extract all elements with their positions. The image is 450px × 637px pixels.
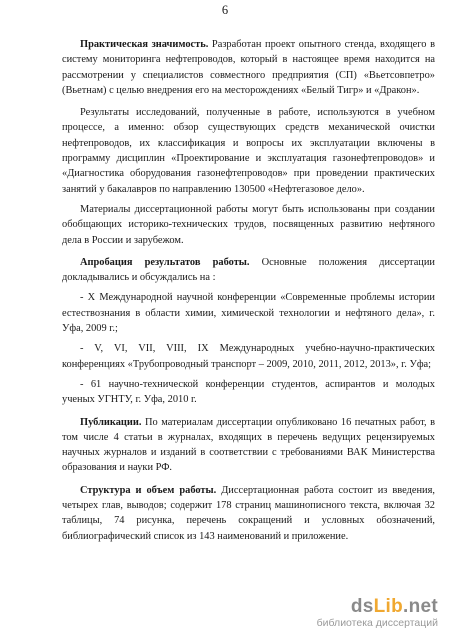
paragraph-materials	[62, 202, 435, 248]
paragraph-text: Материалы диссертационной работы могут быть использованы при создании обобщающих историко-технических трудов, посвященных развитию нефтяного дела в России и зарубежом.	[62, 203, 435, 246]
paragraph-heading: Структура и объем работы.	[80, 484, 217, 496]
dslib-subtitle: библиотека диссертаций	[316, 617, 438, 629]
paragraph-research-results	[62, 105, 435, 197]
paragraph-text: - V, VI, VII, VIII, IX Международных учебно-научно-практических конференциях «Трубопроводный транспорт – 2009, 2010, 2011, 2012, 2013», г. Уфа;	[62, 343, 435, 370]
paragraph-text: Результаты исследований, полученные в работе, используются в учебном процессе, а именно: обзор существующих средств механической очистки нефтепроводов, их классификация и вопросы их эксплуатации включены в программу дисциплин «Проектирование и эксплуатация газонефтепроводов» и «Диагностика оборудования газонефтепроводов» при проведении практических занятий у бакалавров по направлению 130500 «Нефтегазовое дело».	[62, 107, 435, 195]
paragraph-heading: Публикации.	[80, 416, 142, 428]
paragraph-approbation	[62, 255, 435, 286]
paragraph-heading: Практическая значимость.	[80, 39, 209, 50]
dslib-logo: dsLib.net	[350, 596, 438, 617]
paragraph-text: Основные положения диссертации докладывались и обсуждались на :	[62, 256, 435, 284]
list-item-conference-3	[62, 377, 435, 408]
document-body	[62, 37, 435, 544]
list-item-conference-2	[62, 341, 435, 372]
paragraph-publications	[62, 415, 435, 476]
dslib-watermark	[317, 597, 438, 629]
paragraph-text: Разработан проект опытного стенда, входящего в систему мониторинга нефтепроводов, который в настоящее время находится на рассмотрении у специалистов совместного предприятия (СП) «Вьетсовпетро» (Вьетнам) с целью внедрения его на месторождениях «Белый Тигр» и «Дракон».	[62, 39, 435, 96]
paragraph-text: - X Международной научной конференции «Современные проблемы истории естествознания в области химии, химической технологии и нефтяного дела», г. Уфа, 2009 г.;	[62, 292, 435, 335]
page-number: 6	[221, 3, 229, 17]
paragraph-text: Диссертационная работа состоит из введения, четырех глав, выводов; содержит 178 страниц машинописного текста, включая 32 таблицы, 74 рисунка, перечень сокращений и условных обозначений, библиографический список из 143 наименований и приложение.	[62, 484, 435, 542]
paragraph-text: По материалам диссертации опубликовано 16 печатных работ, в том числе 4 статьи в журналах, входящих в перечень ведущих рецензируемых научных журналов и изданий в соответствии с требованиями ВАК Министерства образования и науки РФ.	[62, 416, 435, 474]
paragraph-text: - 61 научно-технической конференции студентов, аспирантов и молодых ученых УГНТУ, г. Уфа, 2010 г.	[62, 378, 435, 406]
list-item-conference-1	[62, 290, 435, 336]
paragraph-heading: Апробация результатов работы.	[80, 256, 250, 268]
paragraph-practical-significance	[62, 37, 435, 98]
paragraph-structure	[62, 483, 435, 544]
